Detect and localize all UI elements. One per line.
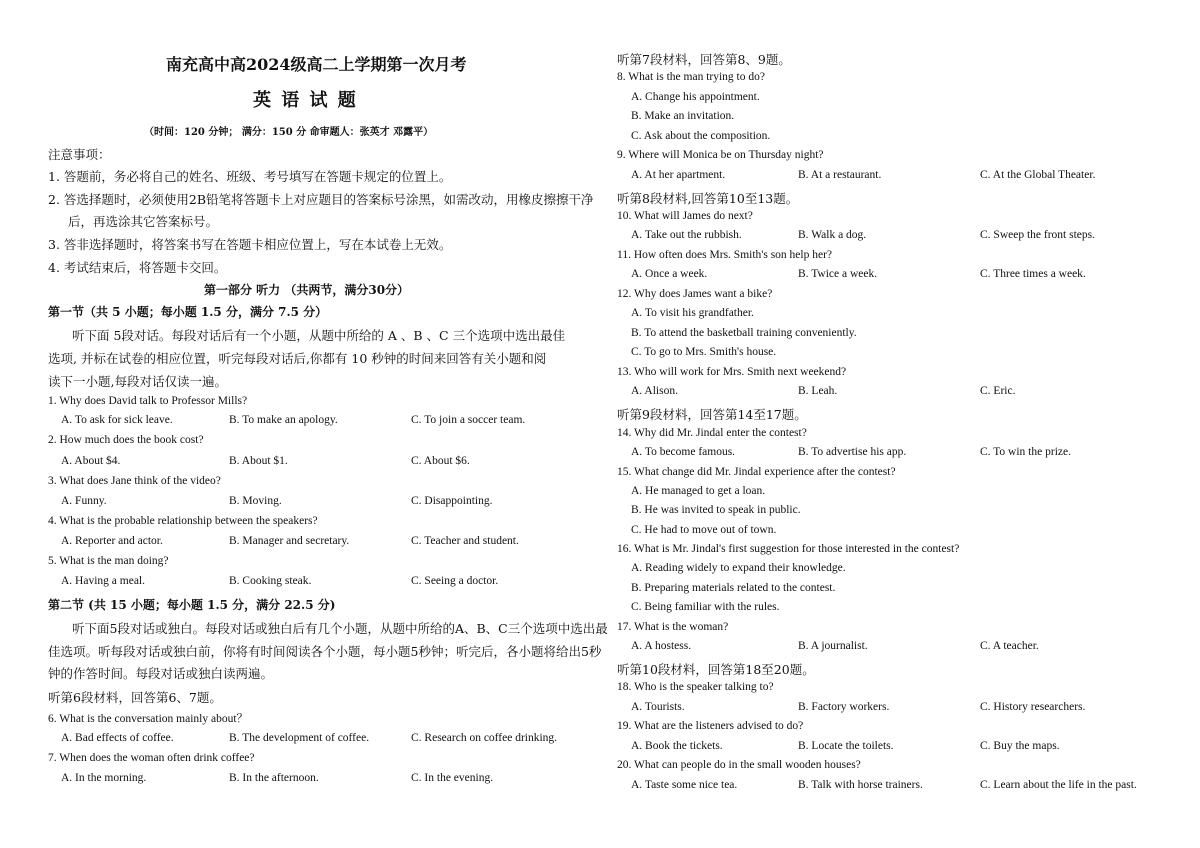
section1-instr-2: 选项, 并标在试卷的相应位置，听完每段对话后,你都有 10 秒钟的时间来回答有关小题和阅 [48, 351, 547, 366]
question-7-stem: 7. When does the woman often drink coffee? [48, 752, 255, 764]
part1-heading: 第一部分 听力 （共两节，满分30分） [204, 283, 410, 297]
question-3-stem: 3. What does Jane think of the video? [48, 475, 221, 487]
note-1: 1. 答题前，务必将自己的姓名、班级、考号填写在答题卡规定的位置上。 [48, 169, 452, 184]
question-19-option-a: A. Book the tickets. [631, 740, 723, 752]
question-19-option-b: B. Locate the toilets. [798, 740, 894, 752]
material-7-heading: 听第7段材料，回答第8、9题。 [617, 52, 791, 67]
question-7-option-a: A. In the morning. [61, 772, 147, 784]
section1-instr-3: 读下一小题,每段对话仅读一遍。 [48, 374, 227, 389]
question-17-stem: 17. What is the woman? [617, 621, 729, 633]
question-16-option-b: B. Preparing materials related to the contest. [631, 582, 836, 594]
question-2-option-b: B. About $1. [229, 455, 288, 467]
question-14-stem: 14. Why did Mr. Jindal enter the contest? [617, 427, 807, 439]
question-12-option-b: B. To attend the basketball training conveniently. [631, 327, 857, 339]
section2-instr-2: 佳选项。听每段对话或独白前，你将有时间阅读各个小题，每小题5秒钟；听完后，各小题将给出5秒 [48, 644, 602, 659]
question-16-stem: 16. What is Mr. Jindal's first suggestion for those interested in the contest? [617, 543, 960, 555]
question-2-option-a: A. About $4. [61, 455, 121, 467]
question-11-option-b: B. Twice a week. [798, 268, 878, 280]
question-10-stem: 10. What will James do next? [617, 210, 753, 222]
question-20-option-b: B. Talk with horse trainers. [798, 779, 923, 791]
material-10-heading: 听第10段材料，回答第18至20题。 [617, 662, 815, 677]
question-14-option-a: A. To become famous. [631, 446, 736, 458]
question-18-option-b: B. Factory workers. [798, 701, 890, 713]
question-10-option-b: B. Walk a dog. [798, 229, 867, 241]
question-14-option-c: C. To win the prize. [980, 446, 1071, 458]
question-11-stem: 11. How often does Mrs. Smith's son help her? [617, 249, 833, 261]
section1-instr-1: 听下面 5段对话。每段对话后有一个小题，从题中所给的 A 、B 、C 三个选项中选出最佳 [72, 328, 566, 343]
note-4: 4. 考试结束后，将答题卡交回。 [48, 260, 227, 275]
question-12-option-a: A. To visit his grandfather. [631, 307, 754, 319]
question-12-option-c: C. To go to Mrs. Smith's house. [631, 346, 777, 358]
question-9-option-c: C. At the Global Theater. [980, 169, 1096, 181]
question-7-option-b: B. In the afternoon. [229, 772, 319, 784]
question-6-option-c: C. Research on coffee drinking. [411, 732, 558, 744]
material-9-heading: 听第9段材料，回答第14至17题。 [617, 407, 807, 422]
question-17-option-c: C. A teacher. [980, 640, 1039, 652]
question-4-stem: 4. What is the probable relationship between the speakers? [48, 515, 318, 527]
question-5-option-c: C. Seeing a doctor. [411, 575, 499, 587]
note-2-cont: 后，再选涂其它答案标号。 [68, 214, 219, 229]
question-6-option-b: B. The development of coffee. [229, 732, 370, 744]
question-11-option-c: C. Three times a week. [980, 268, 1086, 280]
question-13-option-a: A. Alison. [631, 385, 678, 397]
question-11-option-a: A. Once a week. [631, 268, 708, 280]
question-8-option-a: A. Change his appointment. [631, 91, 760, 103]
question-1-stem: 1. Why does David talk to Professor Mills? [48, 395, 248, 407]
question-8-option-b: B. Make an invitation. [631, 110, 735, 122]
question-6-stem: 6. What is the conversation mainly about？ [48, 713, 249, 725]
question-13-option-c: C. Eric. [980, 385, 1016, 397]
notes-title: 注意事项： [48, 147, 111, 162]
question-18-option-c: C. History researchers. [980, 701, 1086, 713]
question-1-option-c: C. To join a soccer team. [411, 414, 526, 426]
section1-heading: 第一节（共 5 小题；每小题 1.5 分，满分 7.5 分） [48, 305, 328, 319]
material-8-heading: 听第8段材料,回答第10至13题。 [617, 191, 799, 206]
question-7-option-c: C. In the evening. [411, 772, 494, 784]
question-20-option-a: A. Taste some nice tea. [631, 779, 738, 791]
question-13-option-b: B. Leah. [798, 385, 838, 397]
question-2-stem: 2. How much does the book cost? [48, 434, 204, 446]
question-15-option-c: C. He had to move out of town. [631, 524, 777, 536]
question-12-stem: 12. Why does James want a bike? [617, 288, 773, 300]
question-19-stem: 19. What are the listeners advised to do? [617, 720, 804, 732]
section2-heading: 第二节 (共 15 小题；每小题 1.5 分，满分 22.5 分) [48, 598, 336, 612]
exam-info: （时间：120 分钟； 满分：150 分 命审题人：张英才 邓露平） [144, 127, 434, 138]
question-14-option-b: B. To advertise his app. [798, 446, 907, 458]
question-8-option-c: C. Ask about the composition. [631, 130, 771, 142]
question-3-option-b: B. Moving. [229, 495, 282, 507]
question-9-option-b: B. At a restaurant. [798, 169, 882, 181]
question-16-option-c: C. Being familiar with the rules. [631, 601, 780, 613]
question-15-option-a: A. He managed to get a loan. [631, 485, 766, 497]
question-5-option-b: B. Cooking steak. [229, 575, 312, 587]
question-15-option-b: B. He was invited to speak in public. [631, 504, 801, 516]
question-18-option-a: A. Tourists. [631, 701, 685, 713]
question-5-option-a: A. Having a meal. [61, 575, 145, 587]
question-1-option-b: B. To make an apology. [229, 414, 338, 426]
question-4-option-c: C. Teacher and student. [411, 535, 519, 547]
question-20-option-c: C. Learn about the life in the past. [980, 779, 1137, 791]
question-3-option-a: A. Funny. [61, 495, 107, 507]
question-17-option-b: B. A journalist. [798, 640, 868, 652]
question-20-stem: 20. What can people do in the small wooden houses? [617, 759, 861, 771]
section2-instr-3: 钟的作答时间。每段对话或独白读两遍。 [48, 666, 274, 681]
note-3: 3. 答非选择题时，将答案书写在答题卡相应位置上，写在本试卷上无效。 [48, 237, 452, 252]
question-13-stem: 13. Who will work for Mrs. Smith next weekend? [617, 366, 847, 378]
question-10-option-c: C. Sweep the front steps. [980, 229, 1095, 241]
question-2-option-c: C. About $6. [411, 455, 470, 467]
material-6-heading: 听第6段材料，回答第6、7题。 [48, 690, 222, 705]
section2-instr-1: 听下面5段对话或独白。每段对话或独白后有几个小题，从题中所给的A、B、C三个选项中选出最 [72, 621, 608, 636]
exam-title: 南充高中高2024级高二上学期第一次月考 [166, 55, 467, 74]
question-1-option-a: A. To ask for sick leave. [61, 414, 173, 426]
question-17-option-a: A. A hostess. [631, 640, 692, 652]
question-16-option-a: A. Reading widely to expand their knowledge. [631, 562, 846, 574]
question-9-option-a: A. At her apartment. [631, 169, 726, 181]
question-15-stem: 15. What change did Mr. Jindal experience after the contest? [617, 466, 896, 478]
question-3-option-c: C. Disappointing. [411, 495, 493, 507]
question-4-option-a: A. Reporter and actor. [61, 535, 163, 547]
question-5-stem: 5. What is the man doing? [48, 555, 169, 567]
question-10-option-a: A. Take out the rubbish. [631, 229, 742, 241]
question-4-option-b: B. Manager and secretary. [229, 535, 350, 547]
question-18-stem: 18. Who is the speaker talking to? [617, 681, 774, 693]
question-6-option-a: A. Bad effects of coffee. [61, 732, 174, 744]
subject-title: 英 语 试 题 [253, 90, 358, 111]
question-8-stem: 8. What is the man trying to do? [617, 71, 765, 83]
note-2: 2. 答选择题时，必须使用2B铅笔将答题卡上对应题目的答案标号涂黑，如需改动，用橡皮擦擦干净 [48, 192, 594, 207]
question-9-stem: 9. Where will Monica be on Thursday night? [617, 149, 824, 161]
question-19-option-c: C. Buy the maps. [980, 740, 1060, 752]
